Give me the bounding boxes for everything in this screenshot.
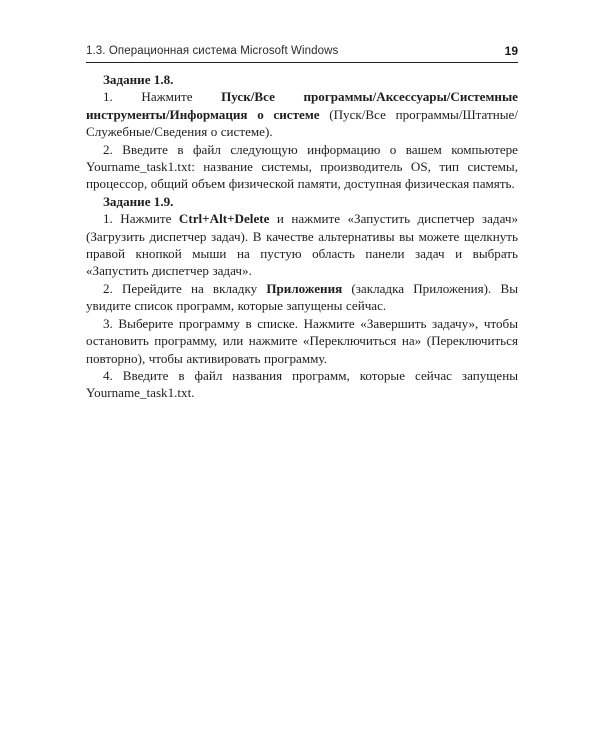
task-1-9-step-2-suffix: (закладка Приложения). Вы увидите список программ, которые запущены сейчас.	[86, 280, 518, 314]
task-1-9-step-1-suffix: и нажмите «Запустить диспетчер задач» (Загрузить диспетчер задач). В качестве альтернативы вы можете щелкнуть правой кнопкой мыши на пустую область панели задач и выбрать «Запустить диспетчер задач».	[86, 211, 518, 279]
task-1-9-step-3: 3. Выберите программу в списке. Нажмите «Завершить задачу», чтобы остановить программу, или нажмите «Переключиться на» (Переключиться повторно), чтобы активировать программу.	[86, 315, 518, 366]
page-content	[86, 71, 518, 402]
task-1-8-step-1-menu-path: Пуск/Все программы/Аксессуары/Системные инструменты/Информация о системе	[86, 89, 518, 122]
task-1-9-step-1	[86, 210, 518, 280]
task-1-8-step-1-suffix: (Пуск/Все программы/Штатные/Служебные/Сведения о системе).	[86, 106, 518, 140]
task-1-9-heading: Задание 1.9.	[103, 193, 174, 209]
task-1-9-step-2	[86, 280, 518, 315]
task-1-9-step-2-prefix: 2. Перейдите на вкладку	[103, 280, 267, 296]
task-1-9-step-4: 4. Введите в файл названия программ, которые сейчас запущены Yourname_task1.txt.	[86, 367, 518, 401]
running-header	[86, 44, 518, 63]
task-1-8-step-1	[86, 88, 518, 140]
task-1-9-step-1-prefix: 1. Нажмите	[103, 211, 179, 227]
task-1-8-heading: Задание 1.8.	[103, 72, 174, 87]
task-1-8-step-2: 2. Введите в файл следующую информацию о вашем компьютере Yourname_task1.txt: название системы, производитель OS, тип системы, процессор, общий объем физической памяти, доступная физическая память.	[86, 141, 518, 192]
header-section-title: 1.3. Операционная система Microsoft Windows	[86, 45, 339, 57]
task-1-8-step-1-prefix: 1. Нажмите	[103, 89, 222, 105]
page-number: 19	[504, 44, 518, 58]
task-1-9-step-1-shortcut: Ctrl+Alt+Delete	[178, 211, 270, 227]
task-1-9-step-2-tab-name: Приложения	[266, 280, 343, 296]
